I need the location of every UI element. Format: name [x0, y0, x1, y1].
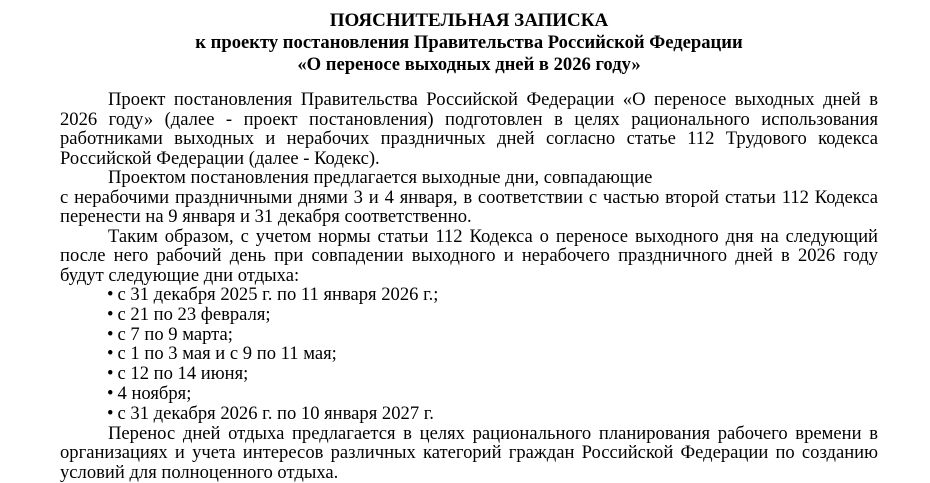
list-item-text: с 12 по 14 июня; [117, 363, 249, 385]
paragraph-1: Проект постановления Правительства Российской Федерации «О переносе выходных дней в 2026 году» (далее - проект постановления) подготовлен в целях рационального использования работниками выходных и нерабочих праздничных дней согласно статье 112 Трудового кодекса Российской Федерации (далее - Кодекс). [60, 89, 878, 169]
list-item [107, 364, 878, 384]
list-item-text: с 21 по 23 февраля; [117, 303, 271, 325]
list-item-text: с 31 декабря 2025 г. по 11 января 2026 г.; [117, 284, 439, 305]
paragraph-2-continued: с нерабочими праздничными днями 3 и 4 января, в соответствии с частью второй статьи 112 Кодекса перенести на 9 января и 31 декабря соответственно. [60, 186, 878, 227]
bullet-icon: • [107, 363, 114, 385]
list-item [107, 285, 878, 305]
list-item [107, 384, 878, 404]
paragraph-4: Перенос дней отдыха предлагается в целях рационального планирования рабочего времени в организациях и учета интересов различных категорий граждан Российской Федерации по созданию условий для полноценного отдыха. [60, 422, 878, 483]
paragraph-3: Таким образом, с учетом нормы статьи 112 Кодекса о переносе выходного дня на следующий после него рабочий день при совпадении выходного и нерабочего праздничного дней в 2026 году будут следующие дни отдыха: [60, 225, 878, 286]
list-item-text: с 31 декабря 2026 г. по 10 января 2027 г. [117, 402, 434, 424]
list-item-text: 4 ноября; [117, 382, 192, 404]
list-item [107, 344, 878, 364]
bullet-icon: • [107, 402, 114, 424]
bullet-icon: • [107, 382, 114, 404]
document-subtitle: к проекту постановления Правительства Российской Федерации [195, 32, 743, 53]
bullet-icon: • [107, 284, 114, 305]
document-body [60, 90, 878, 482]
document-page [60, 10, 878, 482]
bullet-icon: • [107, 343, 114, 365]
list-item [107, 305, 878, 325]
paragraph-2-first-line: Проектом постановления предлагается выходные дни, совпадающие [108, 167, 653, 188]
bullet-icon: • [107, 303, 114, 325]
list-item [107, 325, 878, 345]
list-item-text: с 1 по 3 мая и с 9 по 11 мая; [117, 343, 337, 365]
bullet-icon: • [107, 323, 114, 345]
list-item-text: с 7 по 9 марта; [117, 323, 233, 345]
holiday-list [60, 285, 878, 424]
document-title: ПОЯСНИТЕЛЬНАЯ ЗАПИСКА [329, 10, 609, 31]
list-item [107, 404, 878, 424]
document-name: «О переносе выходных дней в 2026 году» [297, 54, 641, 75]
